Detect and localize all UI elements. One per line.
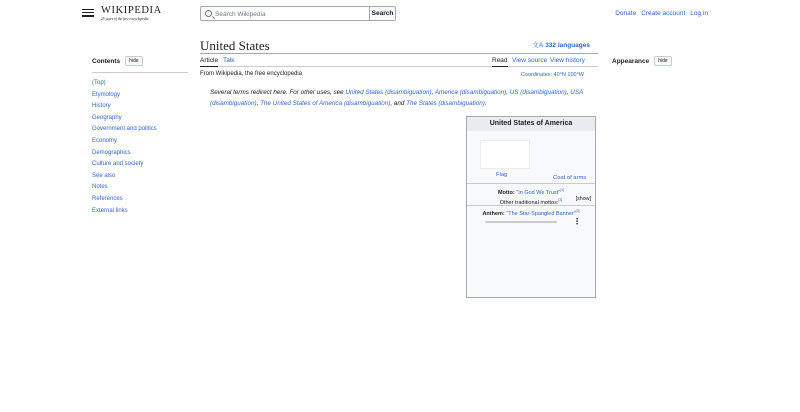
hatnote-link[interactable]: The United States of America (disambiguation) [260, 99, 391, 107]
main-menu-icon[interactable] [82, 7, 94, 17]
toc-item-economy: Economy [92, 137, 118, 144]
title-row [200, 36, 598, 54]
more-options-icon[interactable]: ⋮ [573, 217, 581, 226]
tab-article[interactable]: Article [200, 57, 218, 67]
site-sub: From Wikipedia, the free encyclopedia [200, 71, 303, 77]
toc-item-top: (Top) [92, 80, 106, 86]
toc-item-etymology: Etymology [92, 91, 121, 98]
toc-item-history: History [92, 103, 111, 110]
logo-wordmark: WIKIPEDIA [101, 5, 162, 16]
log-in-link[interactable]: Log in [690, 10, 708, 17]
hatnote: Several terms redirect here. For other uses, see United States (disambiguation), America (disambiguation), US (disambiguation), USA (disambiguation), The United States of America (disambiguation), and The States (disambiguation). [210, 89, 584, 107]
search-input[interactable] [215, 9, 355, 19]
toc-item-geography: Geography [92, 114, 122, 121]
infobox-title: United States of America [467, 117, 595, 131]
table-of-contents [92, 56, 188, 217]
toc-item-demographics: Demographics [92, 149, 131, 156]
hatnote-link[interactable]: United States (disambiguation) [345, 89, 432, 96]
toc-list [92, 78, 188, 217]
toc-item-references: References [92, 195, 123, 202]
tab-talk[interactable]: Talk [223, 57, 235, 64]
show-mottos-button[interactable]: [show] [575, 196, 591, 202]
site-header [0, 0, 800, 30]
page-tabs [200, 55, 598, 67]
toc-hide-button[interactable]: hide [125, 56, 142, 66]
flag-image[interactable] [480, 140, 530, 169]
coat-of-arms-caption[interactable]: Coat of arms [553, 175, 587, 181]
motto-link[interactable]: "In God We Trust" [516, 189, 561, 196]
coordinates[interactable]: Coordinates: 40°N 100°W [520, 72, 584, 78]
flag-caption[interactable]: Flag [496, 172, 508, 178]
article [200, 36, 598, 226]
infobox [466, 116, 596, 298]
tab-view-source[interactable]: View source [512, 57, 548, 64]
hatnote-link[interactable]: US (disambiguation) [509, 89, 567, 96]
language-button[interactable]: 文A 332 languages [532, 42, 590, 49]
donate-link[interactable]: Donate [615, 10, 637, 17]
toc-item-external-links: External links [92, 207, 128, 214]
hatnote-link[interactable]: USA (disambiguation) [210, 89, 584, 107]
anthem-audio-player[interactable] [481, 217, 581, 227]
anthem-link[interactable]: "The Star-Spangled Banner" [506, 210, 576, 217]
toc-item-government: Government and politics [92, 126, 157, 133]
hatnote-link[interactable]: America (disambiguation) [434, 89, 507, 96]
tab-read[interactable]: Read [492, 57, 508, 67]
appearance-title: Appearance [612, 57, 650, 65]
page-title: United States [200, 38, 270, 53]
hatnote-link[interactable]: The States (disambiguation) [406, 99, 485, 107]
audio-progress-bar[interactable] [485, 221, 557, 223]
search-button[interactable]: Search [369, 6, 396, 21]
toc-item-see-also: See also [92, 172, 116, 179]
logo-tagline: 25 years of the free encyclopedia [101, 17, 149, 21]
search-box[interactable] [200, 6, 369, 21]
search-icon [205, 10, 212, 17]
tab-view-history[interactable]: View history [550, 57, 585, 64]
appearance-header [612, 56, 722, 72]
language-icon: 文A [532, 42, 544, 49]
wikipedia-logo[interactable] [101, 5, 191, 23]
infobox-motto: Motto: "In God We Trust"[1] Other traditional mottos:[2] [467, 183, 595, 210]
toc-item-notes: Notes [92, 184, 108, 191]
search-form [200, 6, 396, 21]
toc-item-culture: Culture and society [92, 161, 144, 168]
toc-header [92, 56, 188, 73]
appearance-panel [612, 56, 722, 72]
create-account-link[interactable]: Create account [641, 10, 686, 17]
appearance-hide-button[interactable]: hide [654, 56, 671, 66]
toc-title: Contents [92, 57, 121, 65]
user-links [615, 10, 708, 17]
infobox-anthem: Anthem: "The Star-Spangled Banner"[3] [467, 205, 595, 220]
